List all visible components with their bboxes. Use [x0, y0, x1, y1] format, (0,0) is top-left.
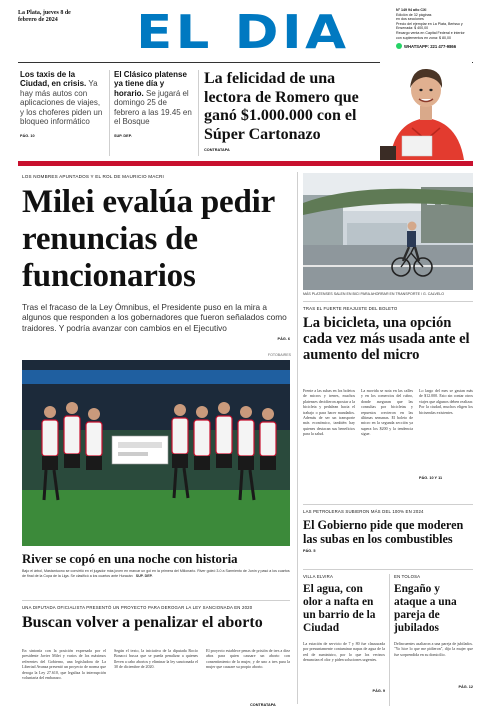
tolosa-body-text: Delincuentes asaltaron a una pareja de jubilados. "Yo hice lo que me pidieron", dijo la mujer que fue sorprendida en su domicilio.	[394, 641, 473, 657]
whatsapp-text: WHATSAPP: 221 477-9866	[404, 43, 457, 49]
kicker: LOS NOMBRES APUNTADOS Y EL ROL DE MAURICIO MACRI	[22, 174, 164, 179]
teaser-headline: Los taxis de la Ciudad, en crisis.	[20, 70, 87, 89]
photo-credit: FOTOBAIRES	[267, 353, 291, 357]
masthead	[18, 6, 473, 58]
bike-photo	[303, 173, 473, 290]
edition-info	[396, 8, 476, 49]
penal-col-3: El proyecto establece penas de prisión de tres a diez años para quien causare un aborto con consentimiento de la mujer, y de uno a tres para la mujer que causare su propio aborto.	[206, 648, 290, 670]
tolosa-headline: Engaño y ataque a una pareja de jubilados	[394, 583, 457, 634]
teaser-clasico[interactable]	[114, 70, 194, 138]
penal-headline: Buscan volver a penalizar el aborto	[22, 614, 263, 631]
teaser-text	[20, 70, 106, 126]
villa-headline: El agua, con olor a nafta en un barrio de la Ciudad	[303, 583, 376, 634]
lead-story[interactable]	[22, 174, 290, 341]
divider	[303, 504, 473, 505]
page-ref: CONTRATAPA	[204, 148, 230, 152]
penal-col-2: Según el texto, la iniciativa de la diputada Rocío Bonacci busca que se pueda penalizar a quienes lleven a cabo abortos y eliminar la ley sancionada el 30 de diciembre de 2020.	[114, 648, 198, 670]
teaser-headline: El Clásico platense ya tiene día y horario.	[114, 70, 187, 98]
teaser-body: Ya hay más autos con aplicaciones de viajes, y los choferes piden un bloqueo informático	[20, 79, 103, 127]
teaser-taxis[interactable]	[20, 70, 106, 138]
page-ref: PÁG. 10 Y 11	[419, 476, 443, 480]
column-divider	[297, 172, 298, 704]
oil-story[interactable]	[303, 509, 473, 553]
oil-headline: El Gobierno pide que moderen las subas en los combustibles	[303, 518, 464, 546]
bike-col-2: La movida se nota en las calles y en los comercios del rubro, donde aseguran que las consultas por bicicletas y repuestos crecieron en las últimas semanas. El boleto de micro en la segunda sección ya supera los $200 y la tendencia sigue.	[361, 388, 413, 437]
teaser-text	[114, 70, 194, 126]
bike-col-3: Lo largo del mes se gastan más de $12.000. Esto sin contar otros viajes que algunos deben realizar. Por la ciudad, muchos eligen los bicisendas existentes.	[419, 388, 473, 415]
penal-story[interactable]	[22, 605, 290, 632]
winner-photo	[380, 60, 472, 160]
kicker: TRAS EL FUERTE REAJUSTE DEL BOLETO	[303, 306, 398, 311]
page-ref: SUP. DEP.	[135, 573, 153, 578]
whatsapp-line	[396, 43, 476, 49]
info-line: N° 149 94 año CXI	[396, 8, 427, 12]
info-line: Precio del ejemplar en La Plata, Berisso y	[396, 21, 463, 26]
column-divider	[109, 70, 110, 156]
page-ref: PÁG. 6	[277, 337, 290, 342]
page-ref: SUP. DEP.	[114, 134, 132, 139]
red-band	[18, 161, 473, 166]
page-ref: PÁG. 5	[303, 549, 316, 553]
bike-caption: MÁS PLATENSES SALEN EN BICI PARA AHORRAR EN TRANSPORTE / G. CALVELO	[303, 292, 445, 296]
info-line: Recargo venta en Capital Federal e interior	[396, 30, 465, 35]
teaser-cartonazo[interactable]	[204, 70, 384, 152]
column-divider	[389, 574, 390, 706]
bike-story[interactable]	[303, 306, 473, 364]
tolosa-story[interactable]	[394, 574, 473, 689]
kicker: UNA DIPUTADA OFICIALISTA PRESENTÓ UN PROYECTO PARA DEROGAR LA LEY SANCIONADA EN 2020	[22, 605, 253, 610]
river-photo	[22, 360, 290, 546]
villa-body-text: La estación de servicio de 7 y 80 fue clausurada por presuntamente contaminar napas de agua de la red de suministro, por lo que los vecinos denuncian el olor y piden soluciones urgentes.	[303, 641, 385, 663]
river-headline: River se copó en una noche con historia	[22, 552, 238, 566]
info-line: con suplementos en zona: $ 80,00	[396, 35, 451, 40]
kicker: LAS PETROLERAS SUBIERON MÁS DEL 100% EN 2024	[303, 509, 424, 514]
page-ref: PÁG. 10	[20, 134, 35, 139]
divider	[303, 301, 473, 302]
divider	[22, 600, 290, 601]
info-line: en dos secciones	[396, 17, 424, 22]
info-line: Edición de 32 páginas	[396, 12, 432, 17]
info-line: Ensenada: $ 400,00	[396, 26, 429, 31]
page-ref: PÁG. 9	[372, 689, 385, 693]
whatsapp-icon	[396, 43, 402, 49]
villa-story[interactable]	[303, 574, 385, 693]
teaser-body: Se jugará el domingo 25 de febrero a las 19.45 en el Bosque	[114, 88, 192, 127]
lead-headline: Milei evalúa pedir renuncias de funcionarios	[22, 184, 275, 294]
teaser-headline: La felicidad de una lectora de Romero que ganó $1.000.000 con el Súper Cartonazo	[204, 70, 359, 143]
kicker: EN TOLOSA	[394, 574, 421, 579]
location-date: La Plata, jueves 8 de febrero de 2024	[18, 10, 71, 24]
column-divider	[198, 70, 199, 156]
lead-deck: Tras el fracaso de la Ley Ómnibus, el Presidente puso en la mira a algunos que responden a los gobernadores que fueron señalados como traidores. Y podría avanzar con cambios en el Ejecutivo	[22, 302, 287, 333]
logo	[112, 7, 374, 57]
villa-body	[303, 641, 385, 689]
divider	[303, 569, 473, 570]
page-ref: CONTRATAPA	[250, 703, 276, 707]
river-caption	[22, 569, 290, 578]
river-caption-text: Bajo el árbol, Mastantuono se convirtió en el jugador más joven en marcar un gol en la primera del Millonario. River goleó 3-0 a Sarmiento de Junín y pasó a los cuartos de final de la Copa de la Liga. Se clasificó a los cuartos ante Huracán	[22, 569, 290, 578]
page-ref: PÁG. 12	[458, 685, 473, 689]
logo-text: EL DIA	[136, 7, 350, 57]
penal-col-1: En sintonía con la posición expresada por el presidente Javier Milei y varios de los máximos referentes del Gobierno, una legisladora de La Libertad Avanza presentó un proyecto de norma que deroga la Ley 27.610, que legaliza la interrupción voluntaria del embarazo.	[22, 648, 106, 681]
bike-headline: La bicicleta, una opción cada vez más usada ante el aumento del micro	[303, 315, 470, 364]
bike-col-1: Frente a las subas en los boletos de micros y trenes, muchos platenses decidieron apostar a la bicicleta y pedalean hacia el trabajo o para hacer mandados. Además de ser un transporte más económico, también hay quienes destacan sus beneficios para la salud.	[303, 388, 355, 437]
tolosa-body	[394, 641, 473, 685]
river-story[interactable]	[22, 552, 290, 578]
kicker: VILLA ELVIRA	[303, 574, 334, 579]
